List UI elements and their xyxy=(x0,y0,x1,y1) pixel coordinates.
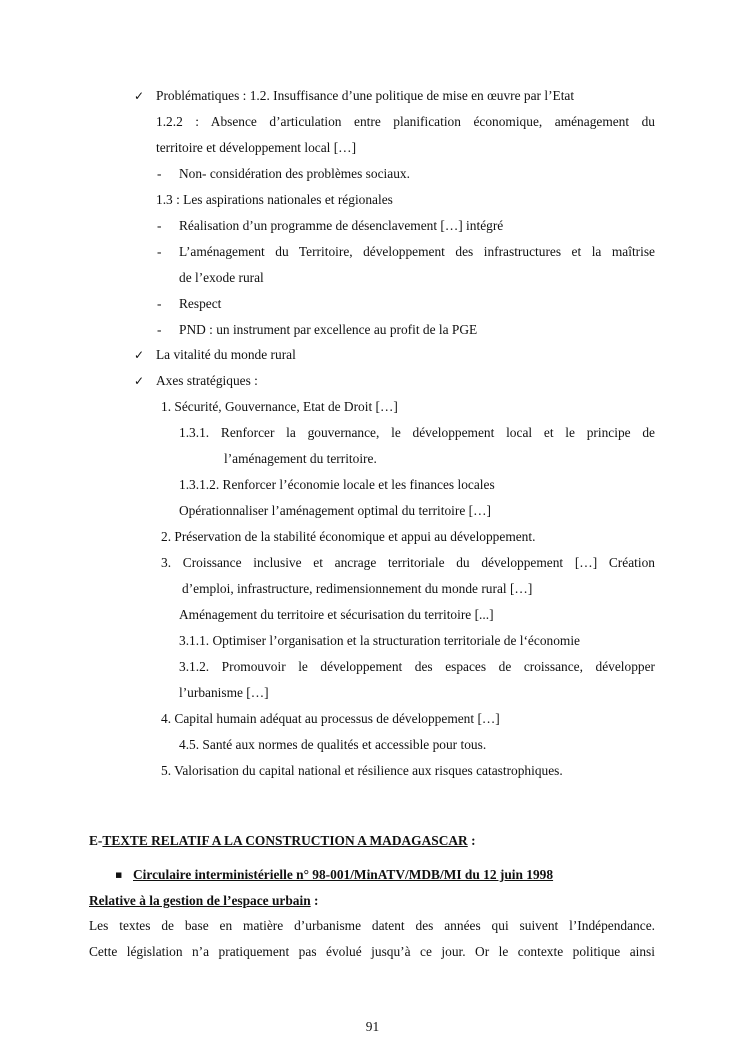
section-heading-title: TEXTE RELATIF A LA CONSTRUCTION A MADAGASCAR xyxy=(102,833,468,848)
text-line: 3. Croissance inclusive et ancrage territoriale du développement […] Création xyxy=(161,555,655,570)
subheading-suffix: : xyxy=(310,893,319,908)
paragraph-line: Cette législation n’a pratiquement pas évolué jusqu’à ce jour. Or le contexte politique ainsi xyxy=(89,944,655,959)
dash-bullet: - xyxy=(157,218,162,233)
dash-bullet: - xyxy=(157,244,162,259)
text-line: 1.3.1.2. Renforcer l’économie locale et les finances locales xyxy=(179,477,495,492)
text-line: de l’exode rural xyxy=(179,270,264,285)
text-line: Aménagement du territoire et sécurisation du territoire [...] xyxy=(179,607,494,622)
dash-bullet: - xyxy=(157,296,162,311)
text-line: 1.2.2 : Absence d’articulation entre planification économique, aménagement du xyxy=(156,114,655,129)
text-line: l’urbanisme […] xyxy=(179,685,269,700)
section-heading-suffix: : xyxy=(467,833,476,848)
text-line: 2. Préservation de la stabilité économique et appui au développement. xyxy=(161,529,536,544)
text-line: PND : un instrument par excellence au profit de la PGE xyxy=(179,322,478,337)
text-line: 3.1.1. Optimiser l’organisation et la structuration territoriale de l‘économie xyxy=(179,633,580,648)
text-line: territoire et développement local […] xyxy=(156,140,357,155)
text-line: La vitalité du monde rural xyxy=(156,347,296,362)
dash-bullet: - xyxy=(157,322,162,337)
subheading-title: Relative à la gestion de l’espace urbain xyxy=(89,893,311,908)
text-line: 3.1.2. Promouvoir le développement des espaces de croissance, développer xyxy=(179,659,655,674)
text-line: Non- considération des problèmes sociaux. xyxy=(179,166,410,181)
page-number: 91 xyxy=(365,1019,380,1034)
text-line: 1.3 : Les aspirations nationales et régionales xyxy=(156,192,393,207)
text-line: 1.3.1. Renforcer la gouvernance, le développement local et le principe de xyxy=(179,425,655,440)
text-line: Opérationnaliser l’aménagement optimal du territoire […] xyxy=(179,503,491,518)
dash-bullet: - xyxy=(157,166,162,181)
text-line: 4. Capital humain adéquat au processus de développement […] xyxy=(161,711,500,726)
text-line: Réalisation d’un programme de désenclavement […] intégré xyxy=(179,218,504,233)
text-line: 5. Valorisation du capital national et résilience aux risques catastrophiques. xyxy=(161,763,563,778)
check-icon: ✓ xyxy=(134,89,145,103)
text-line: d’emploi, infrastructure, redimensionnement du monde rural […] xyxy=(182,581,533,596)
section-heading xyxy=(89,832,476,850)
text-line: 4.5. Santé aux normes de qualités et accessible pour tous. xyxy=(179,737,487,752)
subheading xyxy=(89,892,318,910)
text-line: Problématiques : 1.2. Insuffisance d’une politique de mise en œuvre par l’Etat xyxy=(156,88,575,103)
check-icon: ✓ xyxy=(134,374,145,388)
check-icon: ✓ xyxy=(134,348,145,362)
section-heading-prefix: E- xyxy=(89,833,103,848)
square-bullet-icon: ▪ xyxy=(115,868,123,881)
text-line: Axes stratégiques : xyxy=(156,373,258,388)
text-line: Respect xyxy=(179,296,222,311)
paragraph-line: Les textes de base en matière d’urbanisme datent des années qui suivent l’Indépendance. xyxy=(89,918,655,933)
text-line: l’aménagement du territoire. xyxy=(224,451,377,466)
circular-title: Circulaire interministérielle n° 98-001/MinATV/MDB/MI du 12 juin 1998 xyxy=(133,867,554,882)
text-line: L’aménagement du Territoire, développement des infrastructures et la maîtrise xyxy=(179,244,655,259)
text-line: 1. Sécurité, Gouvernance, Etat de Droit […] xyxy=(161,399,398,414)
